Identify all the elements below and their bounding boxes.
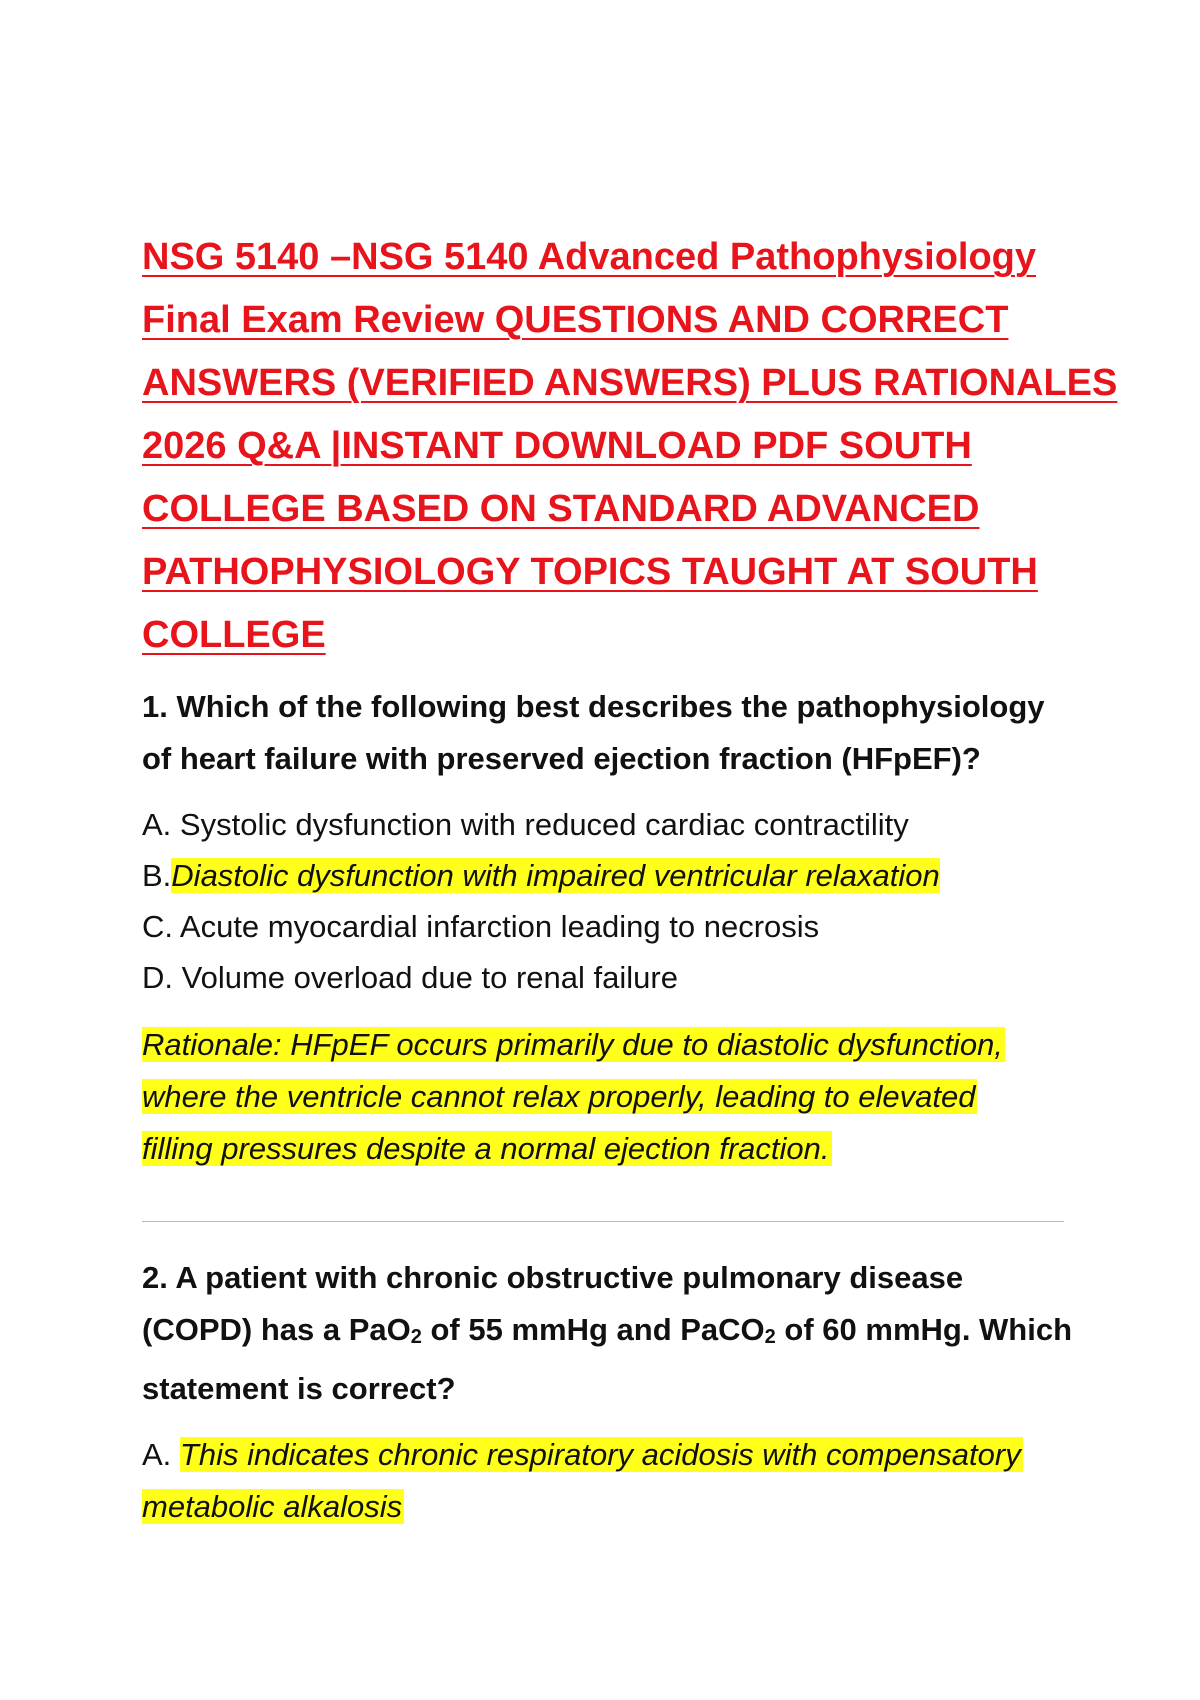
subscript: 2: [764, 1326, 776, 1348]
question-2-line: [142, 1312, 1072, 1347]
rationale-line: filling pressures despite a normal ejection fraction.: [142, 1131, 830, 1166]
question-2-text: of 60 mmHg. Which: [775, 1312, 1073, 1347]
option-a: [142, 799, 1082, 850]
question-1-line: 1. Which of the following best describes the pathophysiology: [142, 689, 1045, 724]
title-line: NSG 5140 –NSG 5140 Advanced Pathophysiology: [142, 236, 1037, 278]
option-letter: D.: [142, 960, 173, 995]
option-d: [142, 952, 1082, 1003]
question-2-text: (COPD) has a PaO: [142, 1312, 411, 1347]
subscript: 2: [410, 1326, 422, 1348]
option-c: [142, 901, 1082, 952]
title-line: Final Exam Review QUESTIONS AND CORRECT: [142, 299, 1009, 341]
option-text: Volume overload due to renal failure: [181, 960, 678, 995]
title-line: COLLEGE: [142, 614, 326, 656]
option-text: Acute myocardial infarction leading to necrosis: [179, 909, 820, 944]
option-b-correct: [142, 850, 1082, 901]
document-page: [142, 226, 1118, 1533]
title-line: 2026 Q&A |INSTANT DOWNLOAD PDF SOUTH: [142, 425, 972, 467]
option-text-highlighted: This indicates chronic respiratory acidosis with compensatory: [179, 1437, 1021, 1472]
question-2-text: of 55 mmHg and PaCO: [421, 1312, 765, 1347]
rationale-line: where the ventricle cannot relax properly, leading to elevated: [142, 1079, 976, 1114]
option-text-highlighted: metabolic alkalosis: [142, 1489, 403, 1524]
option-letter: B.: [142, 858, 172, 893]
question-1: [142, 681, 1082, 785]
question-1-options: [142, 799, 1082, 1003]
option-letter: C.: [142, 909, 173, 944]
question-1-rationale: [142, 1019, 1082, 1175]
option-text: Systolic dysfunction with reduced cardiac contractility: [179, 807, 909, 842]
question-2-line: 2. A patient with chronic obstructive pulmonary disease: [142, 1260, 964, 1295]
option-text-highlighted: Diastolic dysfunction with impaired ventricular relaxation: [171, 858, 940, 893]
title-line: ANSWERS (VERIFIED ANSWERS) PLUS RATIONALES: [142, 362, 1118, 404]
question-2: [142, 1252, 1082, 1415]
title-line: COLLEGE BASED ON STANDARD ADVANCED: [142, 488, 980, 530]
question-2-option-a: [142, 1429, 1082, 1533]
title-line: PATHOPHYSIOLOGY TOPICS TAUGHT AT SOUTH: [142, 551, 1038, 593]
question-2-line: statement is correct?: [142, 1371, 456, 1406]
document-title: [142, 226, 1118, 667]
rationale-line: Rationale: HFpEF occurs primarily due to diastolic dysfunction,: [142, 1027, 1003, 1062]
option-letter: A.: [142, 807, 172, 842]
option-letter: A.: [142, 1437, 172, 1472]
question-1-line: of heart failure with preserved ejection fraction (HFpEF)?: [142, 741, 981, 776]
